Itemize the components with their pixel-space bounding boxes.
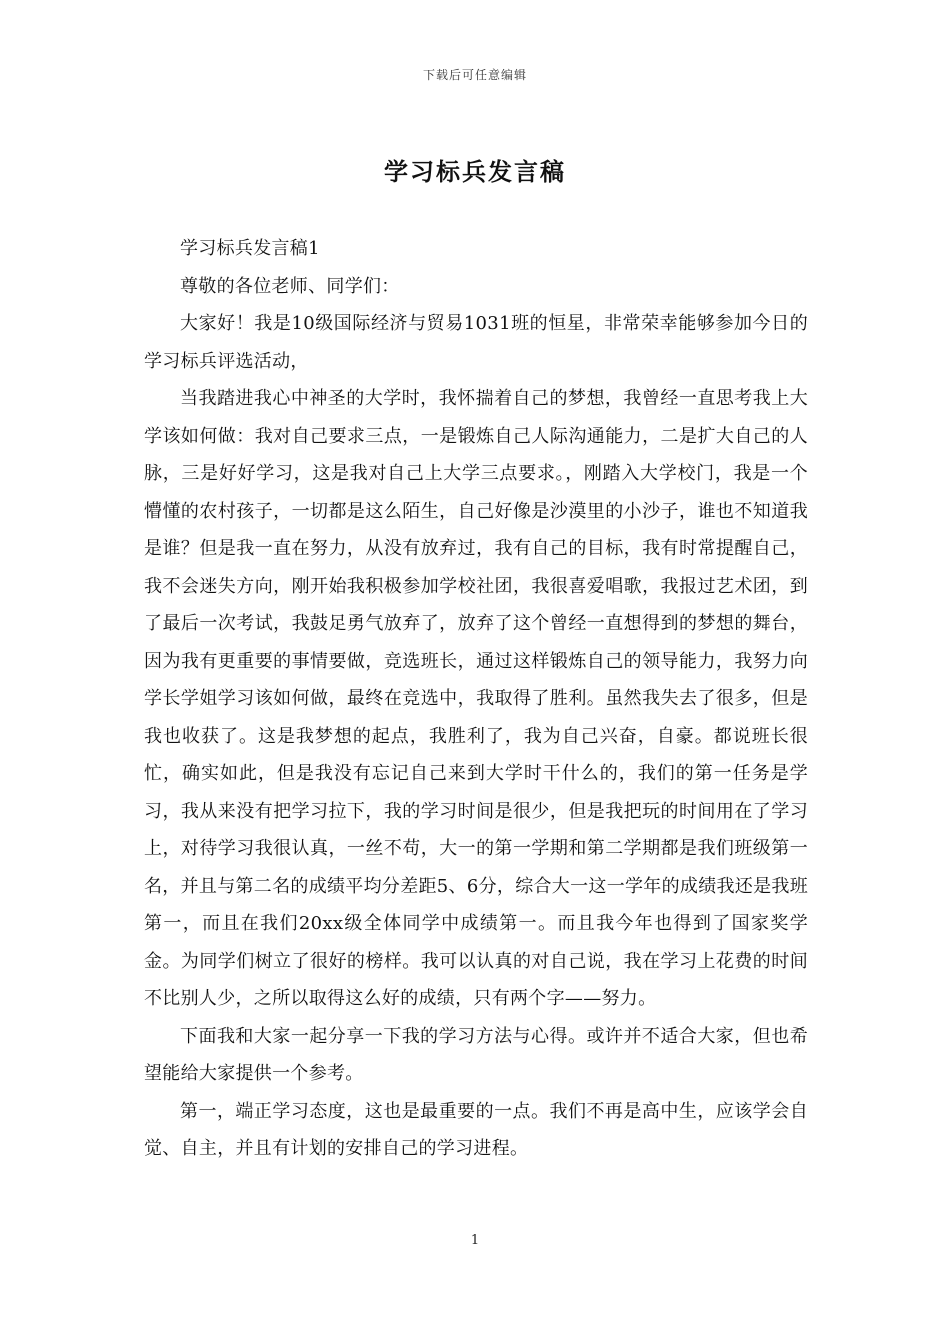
page-number: 1 (470, 1233, 480, 1248)
header-note: 下载后可任意编辑 (422, 68, 527, 82)
document-title: 学习标兵发言稿 (384, 157, 566, 186)
sharing-intro-paragraph: 下面我和大家一起分享一下我的学习方法与心得。或许并不适合大家，但也希望能给大家提供一个参考。 (144, 1025, 808, 1084)
salutation-paragraph: 尊敬的各位老师、同学们： (180, 275, 400, 297)
greeting-paragraph: 大家好！我是10级国际经济与贸易1031班的恒星，非常荣幸能够参加今日的学习标兵评选活动， (144, 313, 808, 372)
first-point-paragraph: 第一，端正学习态度，这也是最重要的一点。我们不再是高中生，应该学会自觉、自主，并且有计划的安排自己的学习进程。 (144, 1100, 808, 1159)
document-body (144, 230, 808, 1168)
subtitle-paragraph: 学习标兵发言稿1 (180, 238, 320, 259)
main-story-paragraph: 当我踏进我心中神圣的大学时，我怀揣着自己的梦想，我曾经一直思考我上大学该如何做：我对自己要求三点，一是锻炼自己人际沟通能力，二是扩大自己的人脉，三是好好学习，这是我对自己上大学三点要求。，刚踏入大学校门，我是一个懵懂的农村孩子，一切都是这么陌生，自己好像是沙漠里的小沙子，谁也不知道我是谁？但是我一直在努力，从没有放弃过，我有自己的目标，我有时常提醒自己，我不会迷失方向，刚开始我积极参加学校社团，我很喜爱唱歌，我报过艺术团，到了最后一次考试，我鼓足勇气放弃了，放弃了这个曾经一直想得到的梦想的舞台，因为我有更重要的事情要做，竞选班长，通过这样锻炼自己的领导能力，我努力向学长学姐学习该如何做，最终在竞选中，我取得了胜利。虽然我失去了很多，但是我也收获了。这是我梦想的起点，我胜利了，我为自己兴奋，自豪。都说班长很忙，确实如此，但是我没有忘记自己来到大学时干什么的，我们的第一任务是学习，我从来没有把学习拉下，我的学习时间是很少，但是我把玩的时间用在了学习上，对待学习我很认真，一丝不苟，大一的第一学期和第二学期都是我们班级第一名，并且与第二名的成绩平均分差距5、6分，综合大一这一学年的成绩我还是我班第一，而且在我们20xx级全体同学中成绩第一。而且我今年也得到了国家奖学金。为同学们树立了很好的榜样。我可以认真的对自己说，我在学习上花费的时间不比别人少，之所以取得这么好的成绩，只有两个字——努力。 (144, 388, 809, 1009)
